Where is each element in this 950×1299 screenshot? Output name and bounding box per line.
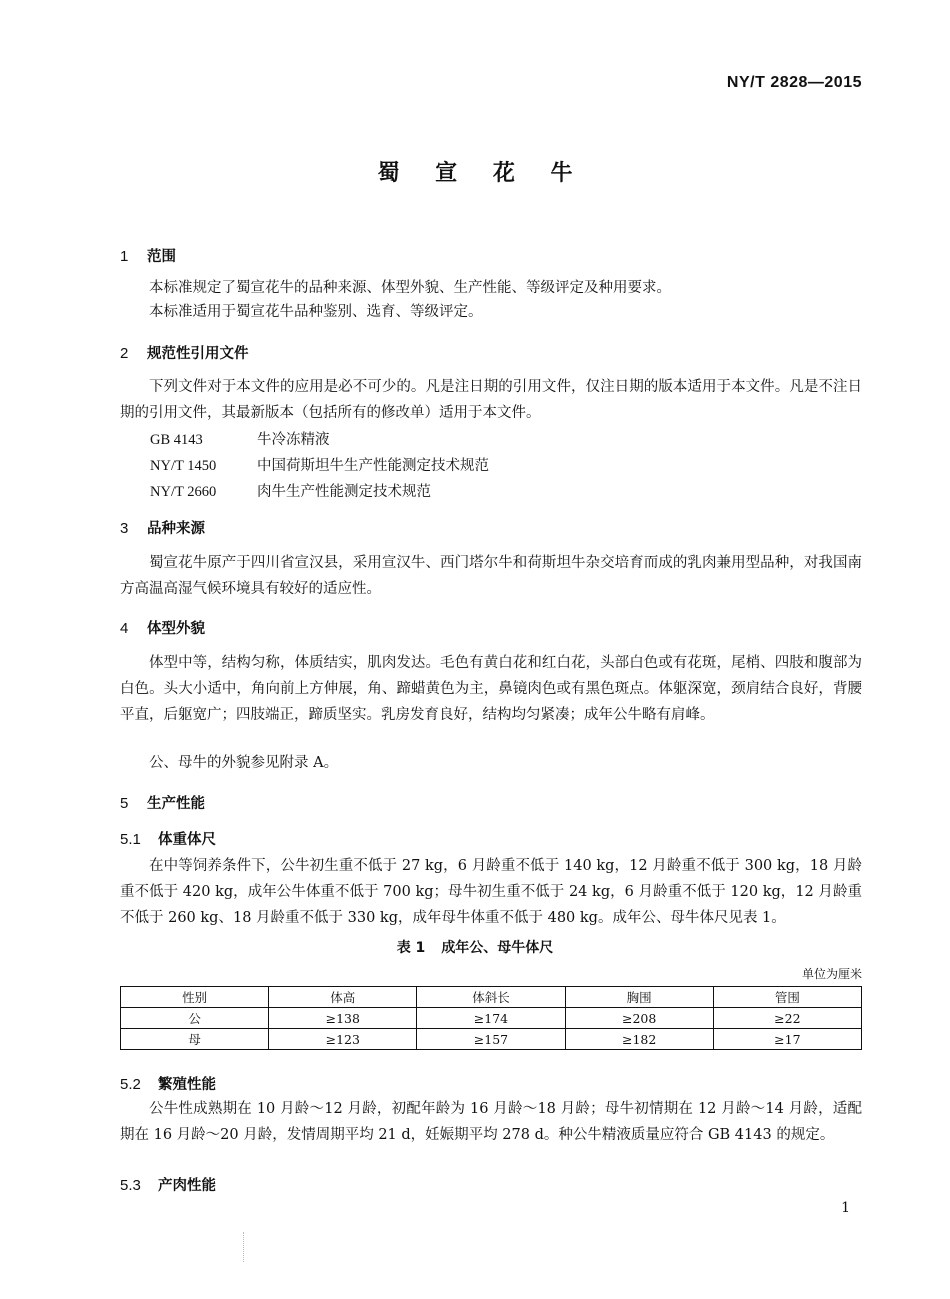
table-cell: 公 [121, 1008, 269, 1029]
reference-code: GB 4143 [150, 432, 203, 448]
section-3-heading [120, 517, 205, 538]
section-number: 5.2 [120, 1076, 141, 1093]
table-cell: ≥123 [269, 1029, 417, 1050]
table-cell: ≥17 [713, 1029, 861, 1050]
section-number: 5.3 [120, 1177, 141, 1194]
section-5-2-heading [120, 1073, 216, 1094]
table-unit: 单位为厘米 [801, 967, 862, 981]
section-number: 3 [120, 520, 129, 537]
table-cell: 母 [121, 1029, 269, 1050]
section-number: 2 [120, 345, 129, 362]
section-5-1-paragraph-1: 在中等饲养条件下，公牛初生重不低于 27 kg，6 月龄重不低于 140 kg，12 月龄重不低于 300 kg，18 月龄重不低于 420 kg，成年公牛体重不低于 700 kg；母牛初生重不低于 24 kg，6 月龄重不低于 120 kg，12 月龄重不低于 260 kg、18 月龄重不低于 330 kg，成年母牛体重不低于 480 kg。成年公、母牛体尺见表 1。 [120, 858, 862, 926]
column-header: 体斜长 [417, 987, 565, 1008]
reference-item [150, 454, 489, 475]
section-5-3-heading [120, 1174, 216, 1195]
table-row [121, 1029, 862, 1050]
section-title: 品种来源 [147, 521, 205, 537]
reference-item [150, 428, 330, 449]
reference-item [150, 480, 431, 501]
section-1-heading [120, 245, 176, 266]
reference-name: 牛冷冻精液 [257, 432, 330, 448]
section-title: 生产性能 [147, 796, 205, 812]
reference-name: 中国荷斯坦牛生产性能测定技术规范 [257, 458, 489, 474]
table-cell: ≥157 [417, 1029, 565, 1050]
reference-code: NY/T 2660 [150, 484, 217, 500]
section-4-paragraph-1: 体型中等，结构匀称，体质结实，肌肉发达。毛色有黄白花和红白花，头部白色或有花斑，尾梢、四肢和腹部为白色。头大小适中，角向前上方伸展，角、蹄蜡黄色为主，鼻镜肉色或有黑色斑点。体躯深宽，颈肩结合良好，背腰平直，后躯宽广；四肢端正，蹄质坚实。乳房发育良好，结构均匀紧凑；成年公牛略有肩峰。 [120, 655, 862, 723]
section-4-paragraph-2: 公、母牛的外貌参见附录 A。 [149, 755, 339, 771]
section-title: 范围 [147, 249, 176, 265]
section-1-paragraph-1: 本标准规定了蜀宣花牛的品种来源、体型外貌、生产性能、等级评定及种用要求。 [149, 280, 671, 296]
table-cell: ≥174 [417, 1008, 565, 1029]
table-caption: 成年公、母牛体尺 [441, 940, 554, 956]
table-header-row [121, 987, 862, 1008]
document-title: 蜀 宣 花 牛 [377, 161, 587, 186]
section-title: 体重体尺 [158, 832, 216, 848]
section-5-1-heading [120, 828, 216, 849]
section-title: 体型外貌 [147, 621, 205, 637]
section-5-2-paragraph-1: 公牛性成熟期在 10 月龄～12 月龄，初配年龄为 16 月龄～18 月龄；母牛初情期在 12 月龄～14 月龄，适配期在 16 月龄～20 月龄，发情周期平均 21 d，妊娠期平均 278 d。种公牛精液质量应符合 GB 4143 的规定。 [120, 1101, 862, 1143]
table-number: 表 1 [396, 940, 426, 956]
column-header: 胸围 [565, 987, 713, 1008]
table-cell: ≥182 [565, 1029, 713, 1050]
standard-code: NY/T 2828—2015 [726, 74, 862, 91]
section-2-heading [120, 342, 249, 363]
table-1-title [0, 937, 950, 957]
table-row [121, 1008, 862, 1029]
section-number: 4 [120, 620, 129, 637]
table-cell: ≥208 [565, 1008, 713, 1029]
section-number: 5.1 [120, 831, 141, 848]
table-cell: ≥138 [269, 1008, 417, 1029]
reference-code: NY/T 1450 [150, 458, 217, 474]
table-cell: ≥22 [713, 1008, 861, 1029]
column-header: 体高 [269, 987, 417, 1008]
section-3-paragraph-1: 蜀宣花牛原产于四川省宣汉县，采用宣汉牛、西门塔尔牛和荷斯坦牛杂交培育而成的乳肉兼用型品种，对我国南方高温高湿气候环境具有较好的适应性。 [120, 555, 862, 597]
section-1-paragraph-2: 本标准适用于蜀宣花牛品种鉴别、选育、等级评定。 [149, 304, 483, 320]
page-number: 1 [841, 1200, 850, 1216]
section-number: 1 [120, 248, 129, 265]
section-5-heading [120, 792, 205, 813]
section-title: 繁殖性能 [158, 1077, 216, 1093]
reference-name: 肉牛生产性能测定技术规范 [257, 484, 431, 500]
column-header: 性别 [121, 987, 269, 1008]
column-header: 管围 [713, 987, 861, 1008]
section-number: 5 [120, 795, 129, 812]
section-title: 产肉性能 [158, 1178, 216, 1194]
section-4-heading [120, 617, 205, 638]
section-2-paragraph-1: 下列文件对于本文件的应用是必不可少的。凡是注日期的引用文件，仅注日期的版本适用于本文件。凡是不注日期的引用文件，其最新版本（包括所有的修改单）适用于本文件。 [120, 379, 862, 421]
scan-artifact [243, 1232, 245, 1262]
body-measurements-table [120, 986, 862, 1050]
section-title: 规范性引用文件 [147, 346, 249, 362]
